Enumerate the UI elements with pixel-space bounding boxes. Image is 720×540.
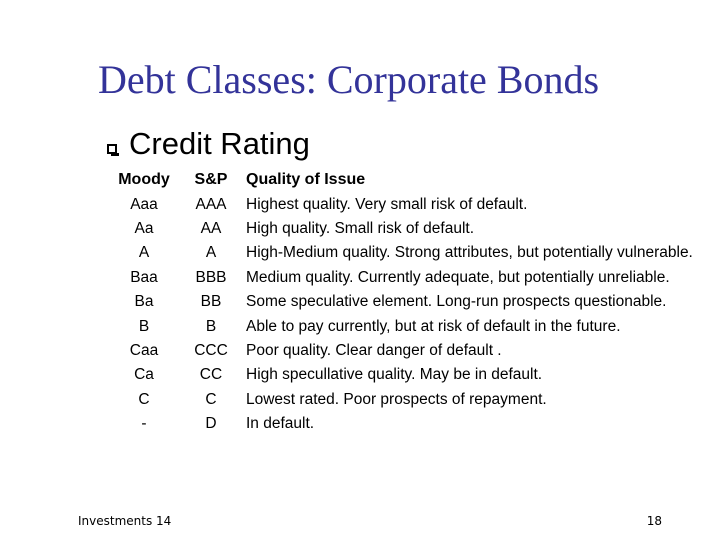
table-row: [110, 192, 693, 216]
sp-rating: BB: [200, 293, 222, 311]
table-header-row: [110, 168, 693, 192]
quality-description: Lowest rated. Poor prospects of repayment.: [246, 390, 547, 408]
table-row: [110, 388, 693, 412]
moody-rating: Caa: [129, 341, 159, 359]
moody-rating: Aa: [134, 219, 154, 237]
sp-rating: AAA: [195, 195, 227, 213]
header-moody: Moody: [118, 171, 170, 189]
table-row: [110, 217, 693, 241]
quality-description: Poor quality. Clear danger of default .: [246, 341, 502, 359]
header-quality: Quality of Issue: [246, 171, 366, 189]
moody-rating: Baa: [130, 268, 158, 286]
slide-title: Debt Classes: Corporate Bonds: [98, 57, 600, 102]
moody-rating: Ba: [134, 293, 154, 311]
moody-rating: Aaa: [130, 195, 158, 213]
header-sp: S&P: [194, 171, 228, 189]
footer-course-label: Investments 14: [78, 514, 172, 528]
table-row: [110, 412, 693, 436]
table-row: [110, 241, 693, 265]
quality-description: High specullative quality. May be in default.: [246, 366, 543, 384]
sp-rating: A: [205, 244, 217, 262]
sp-rating: AA: [200, 219, 222, 237]
moody-rating: C: [138, 390, 150, 408]
moody-rating: B: [138, 317, 150, 335]
table-row: [110, 339, 693, 363]
sp-rating: BBB: [195, 268, 227, 286]
table-row: [110, 266, 693, 290]
table-row: [110, 363, 693, 387]
sp-rating: CCC: [194, 341, 228, 359]
sp-rating: B: [205, 317, 217, 335]
table-row: [110, 314, 693, 338]
quality-description: Some speculative element. Long-run prospects questionable.: [246, 293, 667, 311]
table-row: [110, 290, 693, 314]
sp-rating: CC: [199, 366, 223, 384]
quality-description: Medium quality. Currently adequate, but potentially unreliable.: [246, 268, 670, 286]
bullet-item: [107, 126, 310, 162]
square-bullet-icon: [107, 144, 117, 154]
quality-description: Able to pay currently, but at risk of default in the future.: [246, 317, 621, 335]
sp-rating: D: [205, 415, 217, 433]
bullet-text: Credit Rating: [129, 126, 310, 161]
moody-rating: Ca: [134, 366, 154, 384]
quality-description: Highest quality. Very small risk of default.: [246, 195, 528, 213]
page-number: 18: [646, 514, 662, 528]
moody-rating: -: [141, 415, 147, 433]
quality-description: High quality. Small risk of default.: [246, 219, 475, 237]
quality-description: High-Medium quality. Strong attributes, but potentially vulnerable.: [246, 244, 693, 262]
sp-rating: C: [205, 390, 217, 408]
quality-description: In default.: [246, 415, 315, 433]
moody-rating: A: [138, 244, 150, 262]
credit-rating-table: [110, 168, 693, 436]
